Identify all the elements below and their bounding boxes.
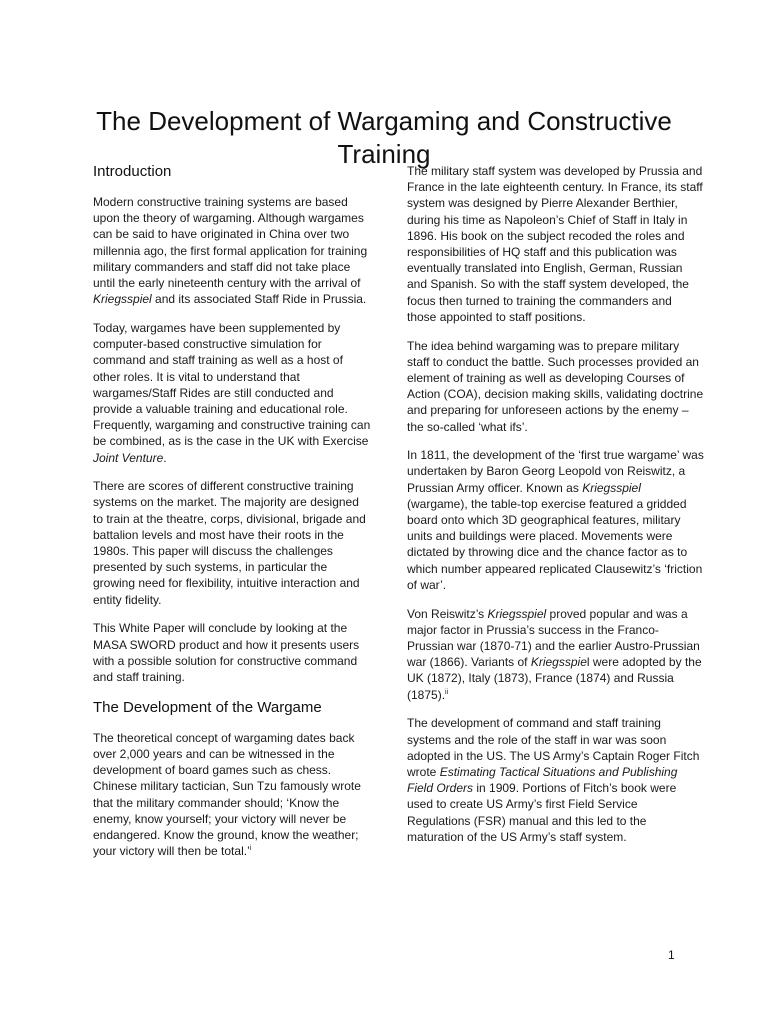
section-heading-wargame: The Development of the Wargame — [93, 698, 322, 716]
right-column — [407, 163, 704, 857]
paragraph: Modern constructive training systems are based upon the theory of wargaming. Although wargames can be said to have originated in China over two millennia ago, the first formal application for training military commanders and staff did not take place until the early nineteenth century with the arrival of Kriegsspiel and its associated Staff Ride in Prussia. — [93, 195, 368, 307]
paragraph: The development of command and staff training systems and the role of the staff in war was soon adopted in the US. The US Army’s Captain Roger Fitch wrote Estimating Tactical Situations and Publishing Field Orders in 1909. Portions of Fitch’s book were used to create US Army’s first Field Service Regulations (FSR) manual and this led to the maturation of the US Army’s staff system. — [407, 716, 700, 844]
left-column — [93, 160, 371, 872]
footnote-marker: ii — [445, 688, 449, 696]
paragraph: Today, wargames have been supplemented by computer-based constructive simulation for command and staff training as well as a host of other roles. It is vital to understand that wargames/Staff Rides are still conducted and provide a valuable training and educational role. Frequently, wargaming and constructive training can be combined, as is the case in the UK with Exercise Joint Venture. — [93, 320, 371, 465]
paragraph: In 1811, the development of the ‘first true wargame’ was undertaken by Baron Georg Leopold von Reiswitz, a Prussian Army officer. Known as Kriegsspiel (wargame), the table-top exercise featured a gridded board onto which 3D geographical features, military units and buildings were placed. Movements were dictated by throwing dice and the chance factor as to which number appeared replicated Clausewitz’s ‘friction of war’. — [407, 448, 704, 592]
paragraph: There are scores of different constructive training systems on the market. The majority are designed to train at the theatre, corps, divisional, brigade and battalion levels and most have their roots in the 1980s. This paper will discuss the challenges presented by such systems, in particular the growing need for flexibility, intuitive interaction and entity fidelity. — [93, 479, 366, 607]
paragraph: Von Reiswitz’s Kriegsspiel proved popular and was a major factor in Prussia’s success in the Franco-Prussian war (1870-71) and the earlier Austro-Prussian war (1866). Variants of Kriegsspiel were adopted by the UK (1872), Italy (1873), France (1874) and Russia (1875).$^{ii}$ — [407, 606, 702, 702]
page-title: The Development of Wargaming and Constructive Training — [96, 106, 672, 170]
paragraph: The idea behind wargaming was to prepare military staff to conduct the battle. Such processes provided an element of training as well as developing Courses of Action (COA), decision making skills, validating doctrine and preparing for unforeseen actions by the enemy – the so-called ‘what ifs’. — [407, 338, 704, 434]
page-number: 1 — [668, 948, 675, 962]
footnote-marker: i — [249, 845, 252, 853]
introduction-heading: Introduction — [93, 163, 172, 180]
paragraph: The military staff system was developed by Prussia and France in the late eighteenth century. In France, its staff system was designed by Pierre Alexander Berthier, during his time as Napoleon’s Chief of Staff in Italy in 1896. His book on the subject recoded the roles and responsibilities of HQ staff and this publication was eventually translated into English, German, Russian and Spanish. So with the staff system developed, the focus then turned to training the commanders and those appointed to staff positions. — [407, 164, 703, 324]
paragraph: This White Paper will conclude by looking at the MASA SWORD product and how it presents users with a possible solution for constructive command and staff training. — [93, 621, 360, 684]
paragraph: The theoretical concept of wargaming dates back over 2,000 years and can be witnessed in the development of board games such as chess. Chinese military tactician, Sun Tzu famously wrote that the military commander should; ‘Know the enemy, know yourself; your victory will never be endangered. Know the ground, know the weather; your victory will then be total.’$^i$ — [93, 730, 361, 859]
